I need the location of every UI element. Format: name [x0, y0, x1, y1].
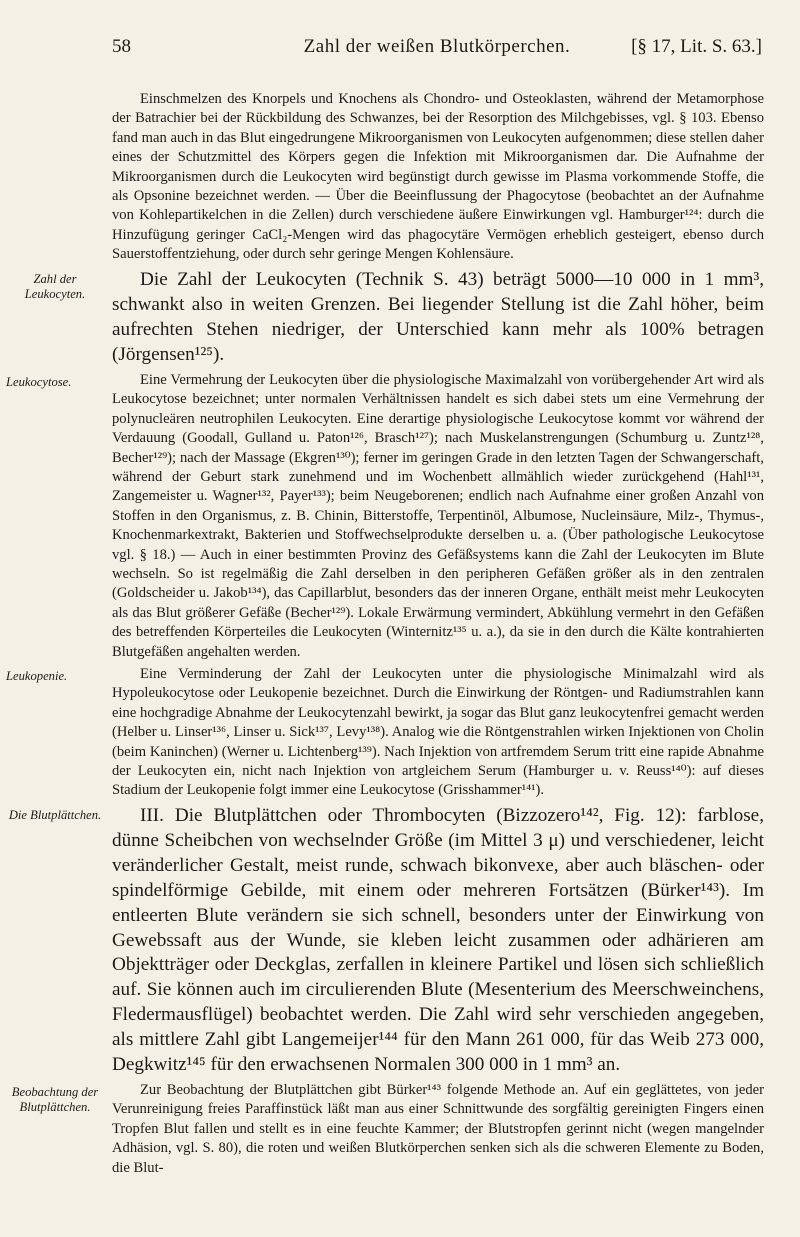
paragraph-text: Eine Vermehrung der Leukocyten über die physiologische Maximalzahl von vorübergehender Art wird als Leukocytose bezeichnet; unter normalen Verhältnissen handelt es sich dabei stets um eine Vermehrung der polynucleären neutrophilen Leukocyten. Eine derartige physiologische Leukocytose kommt vor während der Verdauung (Goodall, Gulland u. Paton¹²⁶, Brasch¹²⁷); nach Muskelanstrengungen (Schumburg u. Zuntz¹²⁸, Becher¹²⁹); nach der Massage (Ekgren¹³⁰); ferner im geringen Grade in den letzten Tagen der Schwangerschaft, während der Geburt stark zunehmend und im Wochenbett allmählich wieder zurückgehend (Hahl¹³¹, Zangemeister u. Wagner¹³², Payer¹³³); beim Neugeborenen; endlich nach Aufnahme einer großen Anzahl von Stoffen in den Organismus, z. B. Chinin, Bitterstoffe, Terpentinöl, Albumose, Nucleinsäure, Milz-, Thymus-, Knochenmarkextrakt, Bakterien und Stoffwechselprodukte derselben u. a. (Über pathologische Leukocytose vgl. § 18.) — Auch in einer bestimmten Provinz des Gefäßsystems kann die Zahl der Leukocyten im Blute wechseln. So ist regelmäßig die Zahl derselben in den peripheren Gefäßen größer als in den zentralen (Goldscheider u. Jakob¹³⁴), das Capillarblut, besonders das der inneren Organe, enthält meist mehr Leukocyten als das Blut größerer Gefäße (Becher¹²⁹). Lokale Erwärmung vermindert, Abkühlung vermehrt in den Gefäßen des betreffenden Körperteiles die Leukocyten (Winternitz¹³⁵ u. a.), da sie in den durch die Kälte kontrahierten Blutgefäßen angehalten werden. — [112, 372, 764, 660]
paragraph-phagocytosis — [112, 90, 764, 265]
margin-note-zahl: Zahl der Leukocyten. — [24, 272, 86, 301]
margin-note-blutplaettchen: Die Blutplättchen. — [8, 808, 102, 822]
margin-note-beobachtung: Beobachtung der Blutplättchen. — [11, 1085, 99, 1114]
paragraph-text: Eine Verminderung der Zahl der Leukocyten unter die physiologische Minimalzahl wird als Hypoleukocytose oder Leukopenie bezeichnet. Durch die Einwirkung der Röntgen- und Radiumstrahlen kann eine hochgradige Abnahme der Leukocytenzahl bewirkt, ja sogar das Blut ganz leukocytenfrei gemacht werden (Helber u. Linser¹³⁶, Linser u. Sick¹³⁷, Levy¹³⁸). Analog wie die Röntgenstrahlen wirken Injektionen von Cholin (beim Kaninchen) (Werner u. Lichtenberg¹³⁹). Nach Injektion von artfremdem Serum tritt eine rapide Abnahme der Leukocyten ein, nicht nach Injektion von artgleichem Serum (Hamburger u. v. Reuss¹⁴⁰): auf dieses Stadium der Leukopenie folgt immer eine Leukocytose (Grisshammer¹⁴¹). — [112, 666, 764, 799]
paragraph-text: Die Zahl der Leukocyten (Technik S. 43) beträgt 5000—10 000 in 1 mm³, schwankt also in weiten Grenzen. Bei liegender Stellung ist die Zahl höher, beim aufrechten Stehen niedriger, der Unterschied kann mehr als 100% betragen (Jörgensen¹²⁵). — [112, 269, 764, 365]
margin-note-leukopenie: Leukopenie. — [6, 669, 68, 683]
page-number: 58 — [112, 36, 131, 57]
section-reference: [§ 17, Lit. S. 63.] — [631, 36, 762, 57]
margin-note-leukocytose: Leukocytose. — [6, 375, 72, 389]
paragraph-leukocytose — [112, 371, 764, 662]
paragraph-text: Einschmelzen des Knorpels und Knochens als Chondro- und Osteoklasten, während der Metamorphose der Batrachier bei der Rückbildung des Schwanzes, bei der Resorption des Milchgebisses, vgl. § 103. Ebenso fand man auch in das Blut eingedrungene Mikroorganismen von Leukocyten aufgenommen; diese stellen daher eines der Schutzmittel des Körpers gegen die Infektion mit Mikroorganismen dar. Die Aufnahme der Mikroorganismen durch die Leukocyten wird begünstigt durch gewisse im Plasma vorkommende Stoffe, die als Opsonine bezeichnet werden. — Über die Beeinflussung der Phagocytose (beobachtet an der Aufnahme von Kohlepartikelchen in die Zellen) durch verschiedene äußere Einwirkungen vgl. Hamburger¹²⁴: durch die Hinzufügung geringer CaCl₂-Mengen wird das phagocytäre Vermögen erheblich gesteigert, ebenso durch Sauerstoffentziehung, oder durch sehr geringe Mengen Kohlensäure. — [112, 91, 764, 263]
paragraph-text: Zur Beobachtung der Blutplättchen gibt Bürker¹⁴³ folgende Methode an. Auf ein geglättetes, von jeder Verunreinigung freies Paraffinstück läßt man aus einer Schnittwunde des sorgfältig gereinigten Fingers einen Tropfen Blut fallen und stellt es in eine feuchte Kammer; der Blutstropfen gerinnt nicht (wegen mangelnder Adhäsion, vgl. S. 80), die roten und weißen Blutkörperchen senken sich als die schweren Elemente zu Boden, die Blut- — [112, 1082, 764, 1176]
paragraph-beobachtung — [112, 1081, 764, 1178]
running-title: Zahl der weißen Blutkörperchen. — [303, 36, 571, 57]
paragraph-blutplaettchen — [112, 804, 764, 1078]
paragraph-leukocyte-count — [112, 268, 764, 368]
running-header — [112, 36, 762, 66]
paragraph-text: III. Die Blutplättchen oder Thrombocyten (Bizzozero¹⁴², Fig. 12): farblose, dünne Scheibchen von wechselnder Größe (im Mittel 3 μ) und verschiedener, leicht veränderlicher Gestalt, meist runde, schwach bikonvexe, aber auch bläschen- oder spindelförmige Gebilde, mit einem oder mehreren Fortsätzen (Bürker¹⁴³). Im entleerten Blute verändern sie sich schnell, besonders unter der Einwirkung von Gewebssaft aus der Wunde, sie kleben leicht zusammen oder adhärieren am Objektträger oder Deckglas, zerfallen in kleinere Partikel und lösen sich schließlich auf. Sie können auch im circulierenden Blute (Mesenterium des Meerschweinchens, Fledermausflügel) beobachtet werden. Die Zahl wird sehr verschieden angegeben, als mittlere Zahl gibt Langemeijer¹⁴⁴ für den Mann 261 000, für das Weib 273 000, Degkwitz¹⁴⁵ für den erwachsenen Normalen 300 000 in 1 mm³ an. — [112, 805, 764, 1076]
paragraph-leukopenie — [112, 665, 764, 801]
